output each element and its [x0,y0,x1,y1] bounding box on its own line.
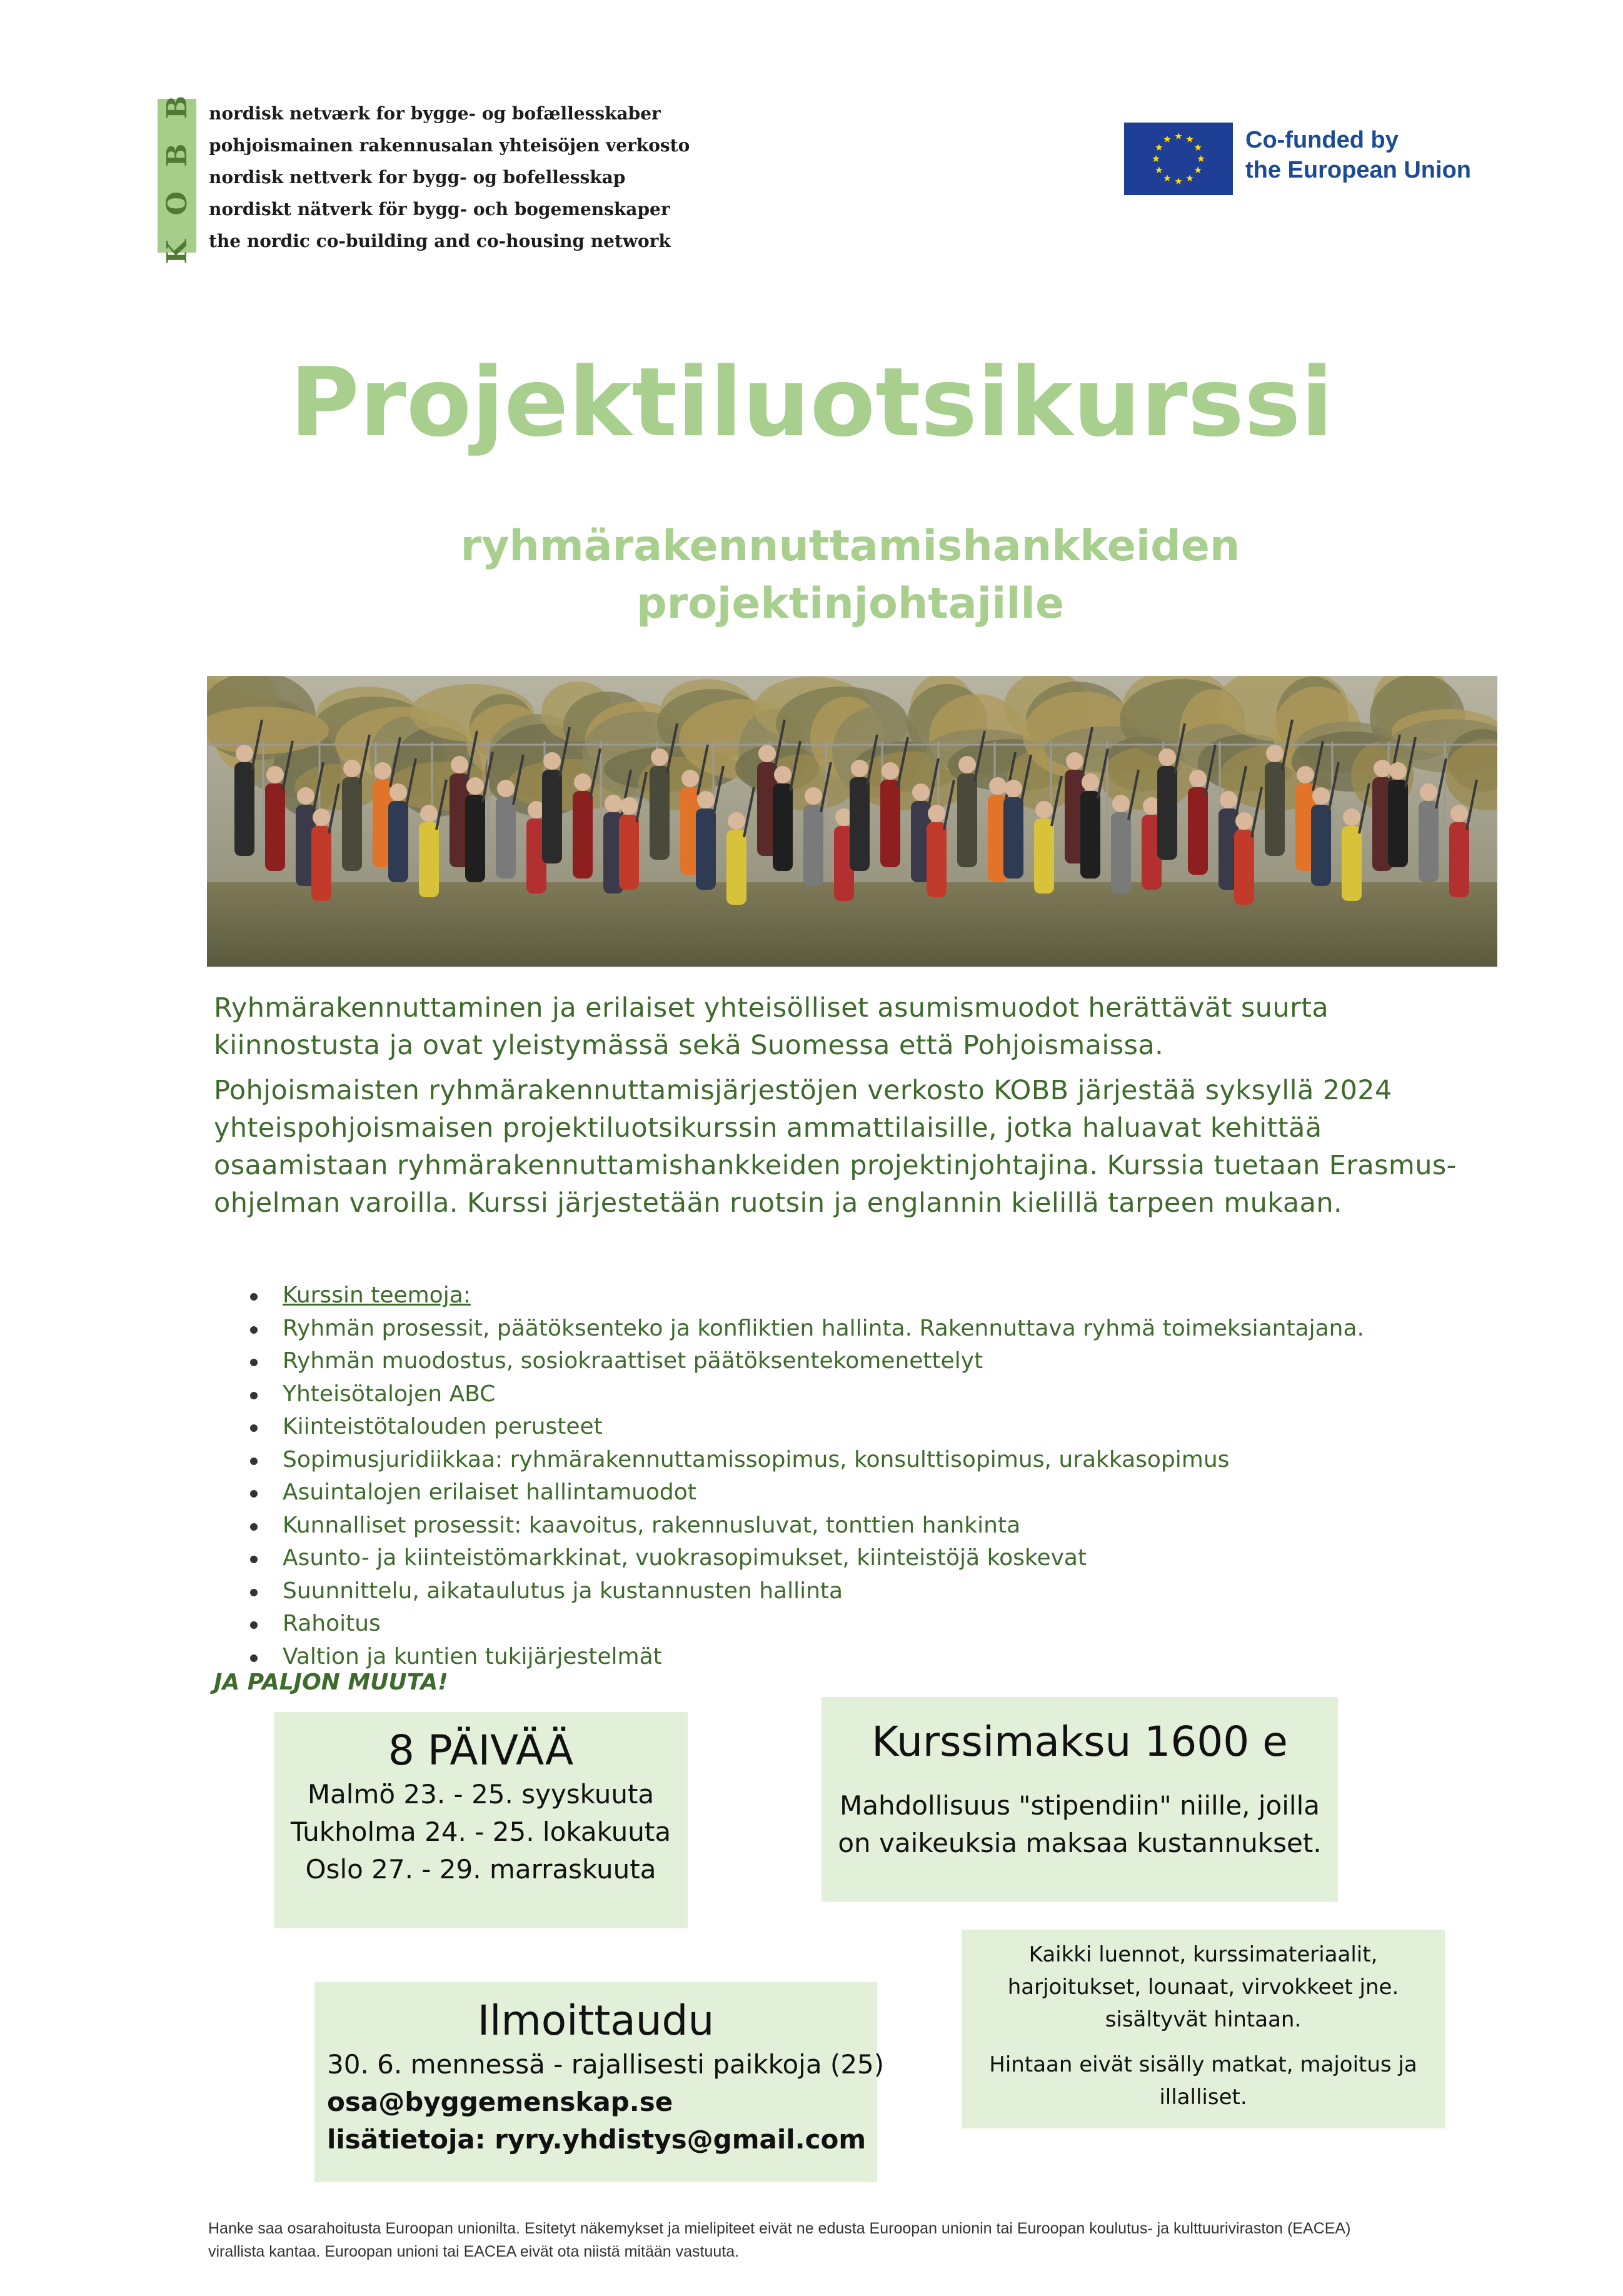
more-topics-note: JA PALJON MUUTA! [214,1669,448,1695]
kobb-tagline-danish: nordisk netværk for bygge- og bofællesskaber [209,103,661,124]
footer-line-1: Hanke saa osarahoitusta Euroopan unionilta. Esitetyt näkemykset ja mielipiteet eivät ne edusta Euroopan unionin tai Euroopan koulutus- ja kulttuuriviraston (EACEA) [208,2220,1351,2237]
subtitle-line-1: ryhmärakennuttamishankkeiden [460,521,1240,571]
list-item: Sopimusjuridiikkaa: ryhmärakennuttamissopimus, konsulttisopimus, urakkasopimus [246,1444,1364,1477]
includes-line-2: harjoitukset, lounaat, virvokkeet jne. [1007,1975,1399,2000]
themes-heading: Kurssin teemoja: [246,1279,1364,1312]
list-item: Suunnittelu, aikataulutus ja kustannusten hallinta [246,1575,1364,1608]
kobb-tagline-norwegian: nordisk nettverk for bygg- og bofellesskap [209,167,626,188]
eu-cofunded-line2: the European Union [1245,157,1471,183]
kobb-logo-text: K O B B [161,88,193,264]
course-days-title: 8 PÄIVÄÄ [388,1726,574,1775]
kobb-logo [158,88,196,264]
list-item: Rahoitus [246,1608,1364,1641]
excludes-line-1: Hintaan eivät sisälly matkat, majoitus ja [989,2052,1417,2077]
eu-cofunded-label [1245,125,1471,185]
course-days-box [274,1712,688,1928]
list-item: Ryhmän prosessit, päätöksenteko ja konfliktien hallinta. Rakennuttava ryhmä toimeksiantajana. [246,1312,1364,1346]
course-fee-box [822,1697,1338,1902]
more-info-email-link[interactable]: lisätietoja: ryry.yhdistys@gmail.com [327,2124,867,2155]
registration-deadline: 30. 6. mennessä - rajallisesti paikkoja (25) [327,2049,885,2080]
kobb-tagline-list [209,98,690,257]
excludes-line-2: illalliset. [1159,2085,1247,2110]
eu-flag-icon [1124,123,1233,195]
kobb-tagline-swedish: nordiskt nätverk för bygg- och bogemenskaper [209,199,670,219]
list-item: Asunto- ja kiinteistömarkkinat, vuokrasopimukset, kiinteistöjä koskevat [246,1542,1364,1575]
course-date-malmo: Malmö 23. - 25. syyskuuta [307,1779,655,1810]
intro-paragraph-1: Ryhmärakennuttaminen ja erilaiset yhteisölliset asumismuodot herättävät suurta kiinnostusta ja ovat yleistymässä sekä Suomessa että Pohjoismaissa. [214,992,1329,1061]
includes-line-3: sisältyvät hintaan. [1105,2007,1302,2032]
subtitle-line-2: projektinjohtajille [636,579,1064,628]
kobb-tagline-finnish: pohjoismainen rakennusalan yhteisöjen verkosto [209,135,690,156]
themes-list [246,1279,1364,1673]
course-fee-title: Kurssimaksu 1600 e [872,1718,1288,1766]
course-date-oslo: Oslo 27. - 29. marraskuuta [305,1854,656,1885]
fee-note-line-2: on vaikeuksia maksaa kustannukset. [838,1828,1322,1858]
page-title: Projektiluotsikurssi [289,347,1334,458]
eu-cofunded-line1: Co-funded by [1245,127,1399,153]
includes-line-1: Kaikki luennot, kurssimateriaalit, [1028,1942,1378,1967]
kobb-tagline-english: the nordic co-building and co-housing network [209,231,671,251]
footer-disclaimer [208,2217,1521,2263]
intro-paragraph-2: Pohjoismaisten ryhmärakennuttamisjärjestöjen verkosto KOBB järjestää syksyllä 2024 yhteispohjoismaisen projektiluotsikurssin ammattilaisille, jotka haluavat kehittää osaamistaan ryhmärakennuttamishankkeiden projektinjohtajina. Kurssia tuetaan Erasmus-ohjelman varoilla. Kurssi järjestetään ruotsin ja englannin kielillä tarpeen mukaan. [214,1075,1457,1219]
intro-text [214,989,1502,1222]
registration-title: Ilmoittaudu [477,1996,715,2045]
list-item: Ryhmän muodostus, sosiokraattiset päätöksentekomenettelyt [246,1345,1364,1378]
page-subtitle [0,518,1623,633]
fee-note-line-1: Mahdollisuus "stipendiin" niille, joilla [840,1790,1320,1821]
course-date-stockholm: Tukholma 24. - 25. lokakuuta [290,1816,671,1847]
price-includes-box [962,1930,1445,2128]
group-photo [207,676,1497,967]
list-item: Kiinteistötalouden perusteet [246,1411,1364,1444]
registration-box [314,1982,885,2182]
list-item: Valtion ja kuntien tukijärjestelmät [246,1641,1364,1674]
list-item: Yhteisötalojen ABC [246,1378,1364,1411]
registration-email-link[interactable]: osa@byggemenskap.se [327,2087,673,2117]
list-item: Kunnalliset prosessit: kaavoitus, rakennusluvat, tonttien hankinta [246,1509,1364,1543]
list-item: Asuintalojen erilaiset hallintamuodot [246,1476,1364,1509]
footer-line-2: virallista kantaa. Euroopan unioni tai EACEA eivät ota niistä mitään vastuuta. [208,2243,740,2260]
